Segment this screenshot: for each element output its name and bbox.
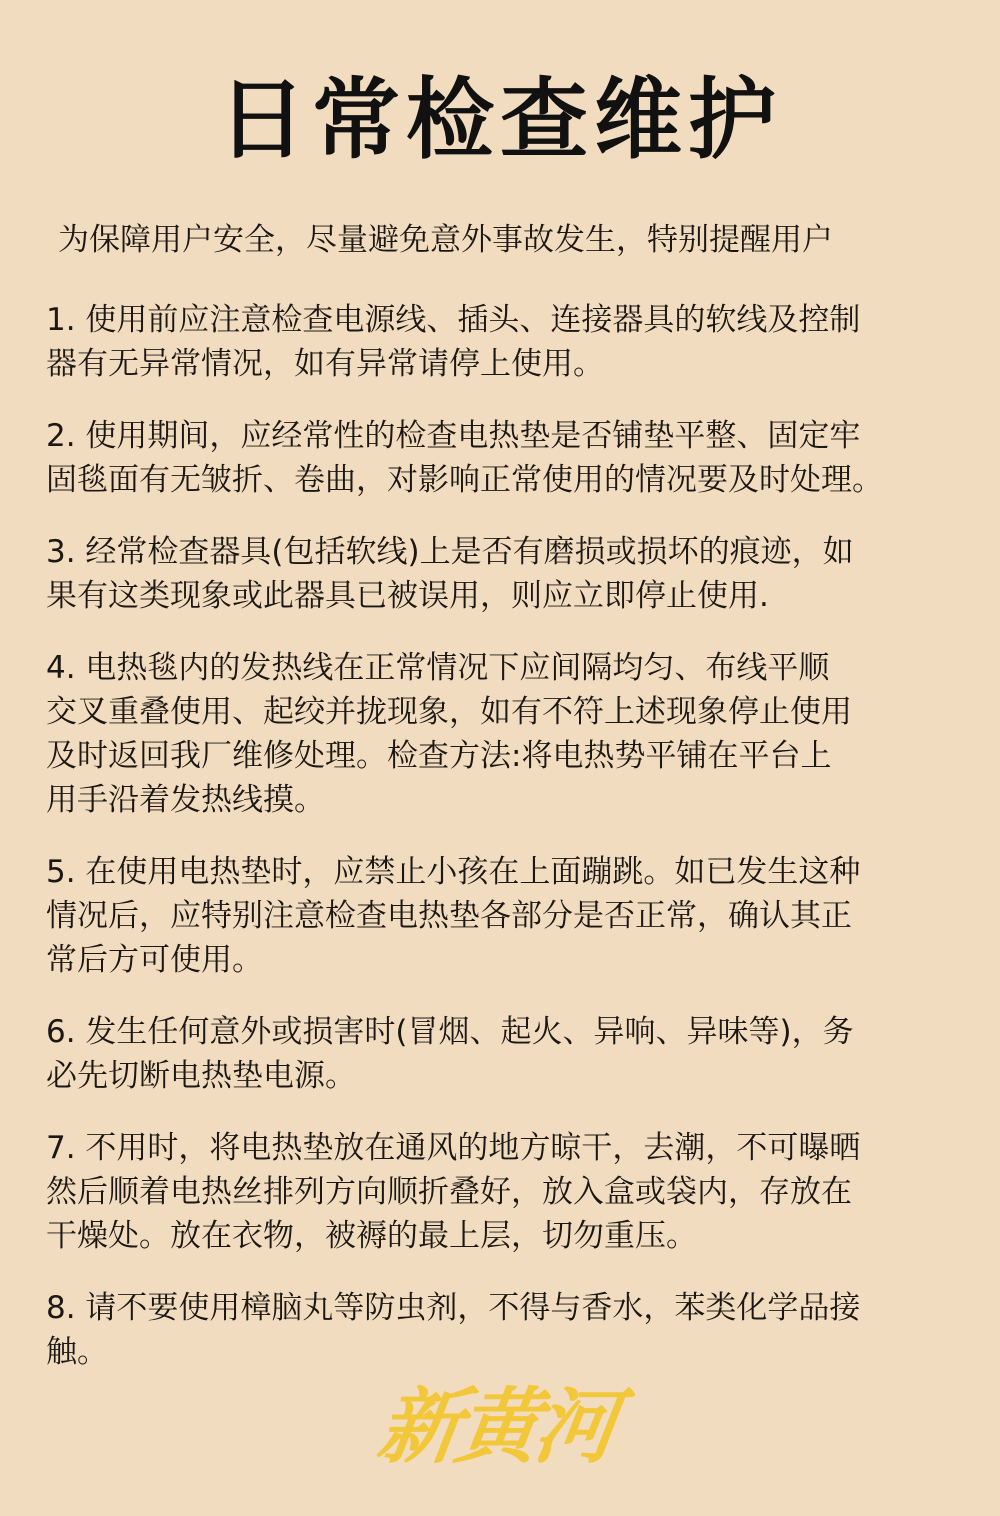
list-item	[46, 1286, 966, 1374]
list-item	[46, 850, 966, 982]
watermark-logo	[372, 1362, 630, 1492]
list-item-line: 1. 使用前应注意检查电源线、插头、连接器具的软线及控制	[46, 302, 861, 338]
list-item-line: 果有这类现象或此器具已被误用，则应立即停止使用.	[46, 578, 769, 614]
list-item-line: 情况后，应特别注意检查电热垫各部分是否正常，确认其正	[46, 898, 852, 934]
list-item-line: 5. 在使用电热垫时，应禁止小孩在上面蹦跳。如已发生这种	[46, 854, 861, 890]
list-item	[46, 1010, 966, 1098]
list-item-line: 7. 不用时，将电热垫放在通风的地方晾干，去潮，不可曝晒	[46, 1130, 861, 1166]
list-item-line: 6. 发生任何意外或损害时(冒烟、起火、异响、异味等)，务	[46, 1014, 854, 1050]
list-item	[46, 646, 966, 822]
list-item-line: 器有无异常情况，如有异常请停上使用。	[46, 346, 604, 382]
page-title: 日常检查维护	[217, 68, 782, 171]
list-item	[46, 1126, 966, 1258]
list-item-line: 8. 请不要使用樟脑丸等防虫剂，不得与香水，苯类化学品接	[46, 1290, 861, 1326]
list-item	[46, 414, 966, 502]
list-item-line: 用手沿着发热线摸。	[46, 782, 325, 818]
list-item	[46, 530, 966, 618]
list-item-line: 及时返回我厂维修处理。检查方法:将电热势平铺在平台上	[46, 738, 832, 774]
list-item-line: 必先切断电热垫电源。	[46, 1058, 356, 1094]
maintenance-list	[46, 298, 966, 1402]
list-item-line: 干燥处。放在衣物，被褥的最上层，切勿重压。	[46, 1218, 697, 1254]
list-item-line: 触。	[46, 1334, 108, 1370]
list-item-line: 3. 经常检查器具(包括软线)上是否有磨损或损坏的痕迹，如	[46, 534, 854, 570]
list-item-line: 交叉重叠使用、起绞并拢现象，如有不符上述现象停止使用	[46, 694, 852, 730]
list-item-line: 固毯面有无皱折、卷曲，对影响正常使用的情况要及时处理。	[46, 462, 883, 498]
list-item-line: 4. 电热毯内的发热线在正常情况下应间隔均匀、布线平顺	[46, 650, 830, 686]
watermark-text: 新黄河	[372, 1379, 620, 1475]
intro-text: 为保障用户安全，尽量避免意外事故发生，特别提醒用户	[58, 222, 833, 258]
list-item-line: 2. 使用期间，应经常性的检查电热垫是否铺垫平整、固定牢	[46, 418, 861, 454]
list-item-line: 常后方可使用。	[46, 942, 263, 978]
list-item	[46, 298, 966, 386]
list-item-line: 然后顺着电热丝排列方向顺折叠好，放入盒或袋内，存放在	[46, 1174, 852, 1210]
